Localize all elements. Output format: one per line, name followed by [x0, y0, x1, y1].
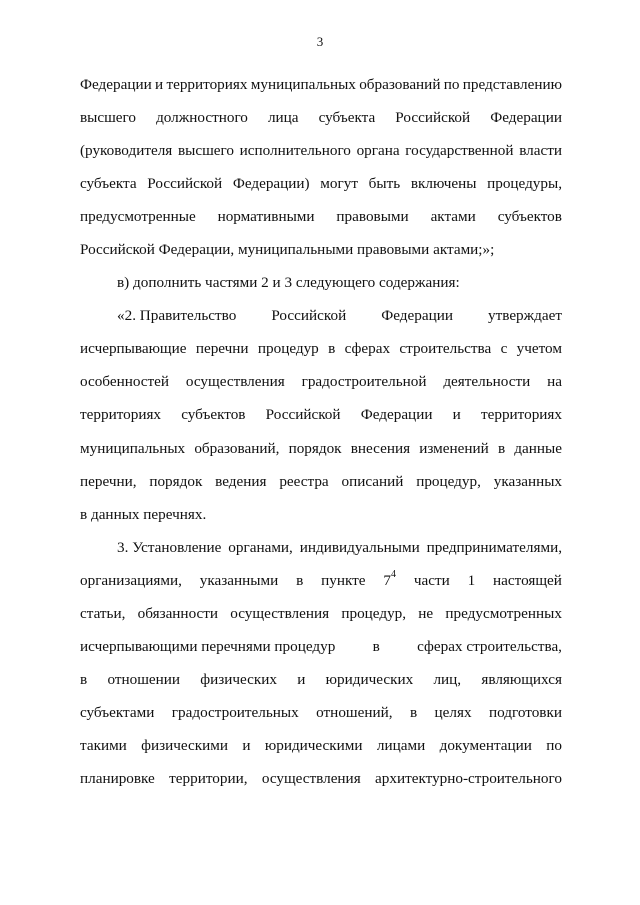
word: и [452, 406, 461, 424]
word: Российской [265, 406, 341, 424]
word: Федерации) [232, 175, 310, 193]
word: и [297, 670, 306, 688]
text-line [80, 498, 562, 531]
word: такими [80, 736, 127, 754]
paragraph [80, 68, 562, 266]
text-line [80, 663, 562, 696]
word: лица [267, 109, 299, 127]
text-line [80, 167, 562, 200]
paragraph [80, 531, 562, 795]
word: территориях [80, 406, 162, 424]
word: высшего [177, 142, 234, 160]
word: сферах [344, 340, 391, 358]
word: в [80, 670, 88, 688]
word: физических [200, 670, 277, 688]
word: лиц, [433, 670, 462, 688]
word: субъекта [80, 175, 137, 193]
word: процедур, [341, 604, 407, 622]
word: в [497, 439, 506, 457]
word: особенностей [80, 373, 170, 391]
word: (руководителя [80, 142, 173, 160]
line-text: в) дополнить частями 2 и 3 следующего содержания: [117, 274, 460, 292]
word: муниципальных [250, 76, 356, 93]
word: перечни, [80, 472, 137, 490]
text-line [80, 762, 562, 795]
word: целях [434, 703, 472, 721]
word: сферах строительства, [417, 637, 562, 655]
word: на [547, 373, 562, 391]
word: по [546, 736, 562, 754]
word: внесения [350, 439, 411, 457]
word: физическими [141, 736, 229, 754]
text-line [80, 597, 562, 630]
word: предпринимателями, [426, 538, 562, 556]
text-line [80, 365, 562, 398]
word: описаний [341, 472, 404, 490]
text-line [80, 398, 562, 431]
word: порядок [149, 472, 203, 490]
word: представлению [462, 76, 562, 93]
word: государственной [405, 142, 514, 160]
word: указанными [199, 571, 279, 589]
word: власти [519, 142, 562, 160]
text-line [80, 630, 562, 663]
word: указанных [493, 472, 562, 490]
word: деятельности [443, 373, 531, 391]
word: правовыми [336, 208, 409, 226]
document-body [80, 68, 562, 795]
word: Российской [395, 109, 471, 127]
page-number: 3 [316, 34, 324, 49]
word: Российской [271, 307, 347, 325]
word: и [242, 736, 251, 754]
word: юридическими [264, 736, 363, 754]
word: являющихся [481, 670, 562, 688]
word: учетом [516, 340, 562, 358]
word: и [155, 76, 164, 93]
word: пункте [321, 571, 366, 589]
word: в [296, 571, 304, 589]
word: высшего [80, 109, 136, 127]
word: территориях [480, 406, 562, 424]
word: перечни [195, 340, 249, 358]
text-line [80, 101, 562, 134]
paragraph [80, 266, 562, 299]
word: данные [514, 439, 562, 457]
word: территории, [169, 769, 248, 787]
word: нормативными [217, 208, 315, 226]
text-line [80, 332, 562, 365]
word: территориях [166, 76, 248, 93]
word: по [443, 76, 460, 93]
word: включены [410, 175, 477, 193]
word: реестра [279, 472, 329, 490]
word: быть [368, 175, 401, 193]
text-line [80, 299, 562, 332]
word: индивидуальными [299, 538, 420, 556]
word: исчерпывающие [80, 340, 187, 358]
word: в [409, 703, 418, 721]
text-line [80, 729, 562, 762]
word: должностного [156, 109, 248, 127]
word: осуществления [185, 373, 285, 391]
word: субъекта [318, 109, 376, 127]
word: предусмотренные [80, 208, 196, 226]
word: 1 [467, 571, 476, 589]
paragraph [80, 299, 562, 530]
word: исполнительного [239, 142, 351, 160]
word: отношении [107, 670, 181, 688]
word: порядок [288, 439, 342, 457]
word: обязанности [137, 604, 219, 622]
word: строительства [399, 340, 492, 358]
text-line [80, 266, 562, 299]
word: организациями, [80, 571, 182, 589]
word: документации [439, 736, 532, 754]
word: Федерации [490, 109, 562, 127]
word: процедур [257, 340, 319, 358]
word: изменений [419, 439, 489, 457]
text-line [80, 200, 562, 233]
word: осуществления [230, 604, 330, 622]
word: актами [430, 208, 476, 226]
word: утверждает [488, 307, 562, 325]
word: в [372, 637, 380, 655]
text-line [80, 432, 562, 465]
word: Федерации [80, 76, 152, 93]
text-line [80, 531, 562, 564]
word: могут [320, 175, 358, 193]
superscript: 4 [390, 568, 396, 580]
word: $7^4$ [383, 568, 396, 589]
word: лицами [376, 736, 426, 754]
word: 3. Установление [117, 538, 222, 556]
word: муниципальных [80, 439, 186, 457]
word: органами, [228, 538, 293, 556]
line-text: Российской Федерации, муниципальными правовыми актами;»; [80, 241, 495, 259]
word: с [500, 340, 508, 358]
word: юридических [325, 670, 414, 688]
word: образований [359, 76, 441, 93]
word: процедуры, [487, 175, 562, 193]
word: градостроительной [301, 373, 427, 391]
word: архитектурно-строительного [375, 769, 562, 787]
word: исчерпывающими перечнями процедур [80, 637, 336, 655]
word: не [418, 604, 434, 622]
word: Федерации [381, 307, 453, 325]
word: статьи, [80, 604, 126, 622]
text-line [80, 68, 562, 101]
word: «2. Правительство [117, 307, 237, 325]
word: Российской [147, 175, 223, 193]
text-line [80, 465, 562, 498]
word: предусмотренных [445, 604, 562, 622]
line-text: в данных перечнях. [80, 505, 207, 523]
word: субъектов [181, 406, 246, 424]
word: подготовки [489, 703, 562, 721]
word: отношений, [316, 703, 393, 721]
word: образований, [194, 439, 280, 457]
word: субъектов [497, 208, 562, 226]
word: субъектами [80, 703, 155, 721]
word: в [328, 340, 336, 358]
word: настоящей [493, 571, 562, 589]
text-line [80, 134, 562, 167]
word: ведения [215, 472, 267, 490]
word: процедур, [416, 472, 481, 490]
word: Федерации [360, 406, 433, 424]
text-line [80, 696, 562, 729]
word: планировке [80, 769, 155, 787]
word: градостроительных [171, 703, 299, 721]
word: органа [356, 142, 400, 160]
text-line [80, 233, 562, 266]
word: части [413, 571, 450, 589]
word: осуществления [261, 769, 361, 787]
text-line [80, 564, 562, 597]
